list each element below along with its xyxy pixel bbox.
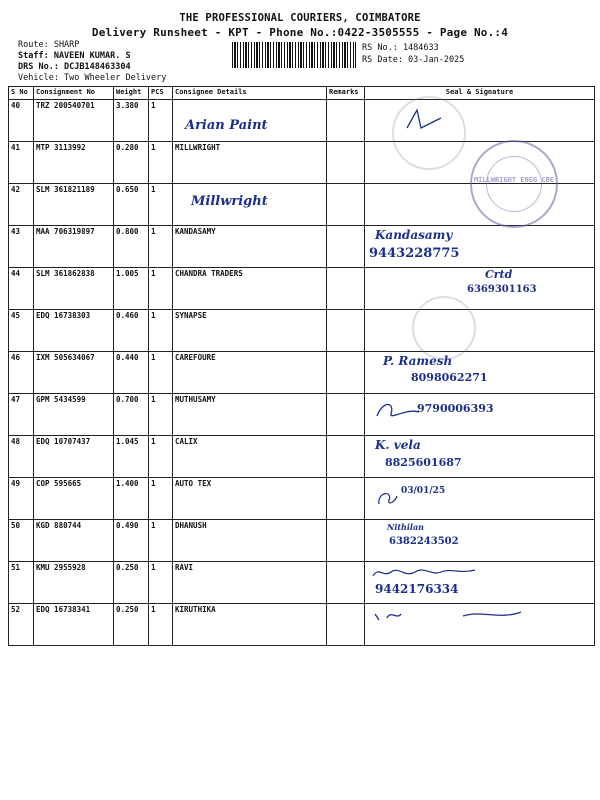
handwritten-name: K. vela xyxy=(375,438,421,452)
weight-cell: 0.440 xyxy=(114,352,149,394)
handwritten-name: Nithilan xyxy=(387,522,424,532)
remarks-cell xyxy=(327,520,365,562)
sno-cell: 41 xyxy=(9,142,34,184)
table-row xyxy=(9,268,595,310)
rs-date-text: RS Date: 03-Jan-2025 xyxy=(362,55,465,65)
table-row xyxy=(9,604,595,646)
sno-cell: 40 xyxy=(9,100,34,142)
weight-cell: 0.250 xyxy=(114,562,149,604)
remarks-cell xyxy=(327,436,365,478)
remarks-cell xyxy=(327,352,365,394)
handwritten-phone: 8825601687 xyxy=(385,456,462,469)
weight-cell: 0.280 xyxy=(114,142,149,184)
handwritten-phone: 6382243502 xyxy=(389,536,459,547)
pcs-cell: 1 xyxy=(149,562,173,604)
weight-cell: 0.800 xyxy=(114,226,149,268)
seal-signature-cell xyxy=(365,520,595,562)
remarks-cell xyxy=(327,184,365,226)
consignee-cell: MUTHUSAMY xyxy=(173,394,327,436)
consignment-cell: EDQ 16738341 xyxy=(34,604,114,646)
handwritten-consignee-name: Millwright xyxy=(191,194,268,209)
sno-cell: 50 xyxy=(9,520,34,562)
column-header-sno: S No xyxy=(9,87,34,100)
remarks-cell xyxy=(327,142,365,184)
pcs-cell: 1 xyxy=(149,436,173,478)
pcs-cell: 1 xyxy=(149,310,173,352)
weight-cell: 3.380 xyxy=(114,100,149,142)
handwritten-name: Kandasamy xyxy=(375,228,453,242)
sno-cell: 52 xyxy=(9,604,34,646)
sno-cell: 44 xyxy=(9,268,34,310)
sno-cell: 49 xyxy=(9,478,34,520)
table-row xyxy=(9,352,595,394)
table-header-row xyxy=(9,87,595,100)
weight-cell: 1.005 xyxy=(114,268,149,310)
seal-signature-cell xyxy=(365,226,595,268)
weight-cell: 1.045 xyxy=(114,436,149,478)
consignee-cell: CHANDRA TRADERS xyxy=(173,268,327,310)
consignment-cell: COP 595665 xyxy=(34,478,114,520)
seal-signature-cell xyxy=(365,394,595,436)
table-row xyxy=(9,310,595,352)
pcs-cell: 1 xyxy=(149,352,173,394)
consignee-cell: AUTO TEX xyxy=(173,478,327,520)
signature-mark xyxy=(371,606,531,624)
pcs-cell: 1 xyxy=(149,394,173,436)
signature-mark xyxy=(369,564,479,580)
remarks-cell xyxy=(327,604,365,646)
handwritten-note: Crtd xyxy=(485,268,513,281)
pcs-cell: 1 xyxy=(149,184,173,226)
table-row xyxy=(9,520,595,562)
sno-cell: 45 xyxy=(9,310,34,352)
table-row xyxy=(9,478,595,520)
handwritten-name: P. Ramesh xyxy=(383,354,453,368)
handwritten-phone: 8098062271 xyxy=(411,371,488,384)
seal-signature-cell xyxy=(365,436,595,478)
barcode-image xyxy=(232,42,356,68)
weight-cell: 0.700 xyxy=(114,394,149,436)
remarks-cell xyxy=(327,394,365,436)
consignment-cell: EDQ 16738303 xyxy=(34,310,114,352)
consignee-cell: RAVI xyxy=(173,562,327,604)
weight-cell: 0.250 xyxy=(114,604,149,646)
consignment-cell: EDQ 10707437 xyxy=(34,436,114,478)
runsheet-subtitle: Delivery Runsheet - KPT - Phone No.:0422-3505555 - Page No.:4 xyxy=(91,26,509,39)
company-seal-stamp: MILLWRIGHT ENGG CBE xyxy=(470,140,558,228)
consignee-cell: KIRUTHIKA xyxy=(173,604,327,646)
handwritten-consignee-name: Arian Paint xyxy=(185,118,268,133)
pcs-cell: 1 xyxy=(149,226,173,268)
sno-cell: 47 xyxy=(9,394,34,436)
column-header-remarks: Remarks xyxy=(327,87,365,100)
consignee-cell: MILLWRIGHT xyxy=(173,142,327,184)
consignment-cell: MAA 706319897 xyxy=(34,226,114,268)
consignment-cell: KGD 880744 xyxy=(34,520,114,562)
seal-signature-cell xyxy=(365,352,595,394)
table-row xyxy=(9,562,595,604)
sno-cell: 46 xyxy=(9,352,34,394)
handwritten-date: 03/01/25 xyxy=(401,486,446,496)
weight-cell: 0.650 xyxy=(114,184,149,226)
remarks-cell xyxy=(327,268,365,310)
rs-number-text: RS No.: 1484633 xyxy=(362,43,439,53)
table-row xyxy=(9,100,595,142)
handwritten-phone: 9790006393 xyxy=(417,402,494,415)
remarks-cell xyxy=(327,310,365,352)
consignee-cell xyxy=(173,184,327,226)
consignment-cell: TRZ 200540701 xyxy=(34,100,114,142)
sno-cell: 51 xyxy=(9,562,34,604)
remarks-cell xyxy=(327,478,365,520)
handwritten-phone: 9443228775 xyxy=(369,246,460,261)
weight-cell: 0.460 xyxy=(114,310,149,352)
signature-mark xyxy=(373,398,423,424)
sno-cell: 42 xyxy=(9,184,34,226)
remarks-cell xyxy=(327,226,365,268)
remarks-cell xyxy=(327,562,365,604)
drs-number-text: DRS No.: DCJB148463304 xyxy=(18,62,131,72)
consignee-cell xyxy=(173,100,327,142)
handwritten-phone: 6369301163 xyxy=(467,284,537,295)
consignee-cell: CAREFOURE xyxy=(173,352,327,394)
consignment-cell: GPM 5434599 xyxy=(34,394,114,436)
table-row xyxy=(9,226,595,268)
weight-cell: 0.490 xyxy=(114,520,149,562)
consignment-cell: MTP 3113992 xyxy=(34,142,114,184)
consignee-cell: DHANUSH xyxy=(173,520,327,562)
consignee-cell: CALIX xyxy=(173,436,327,478)
consignment-cell: SLM 361862838 xyxy=(34,268,114,310)
consignee-cell: SYNAPSE xyxy=(173,310,327,352)
column-header-seal: Seal & Signature xyxy=(365,87,595,100)
signature-mark xyxy=(375,488,399,508)
table-row xyxy=(9,394,595,436)
faded-stamp-middle xyxy=(412,296,476,360)
consignment-cell: IXM 505634067 xyxy=(34,352,114,394)
consignment-cell: KMU 2955928 xyxy=(34,562,114,604)
column-header-pcs: PCS xyxy=(149,87,173,100)
seal-signature-cell xyxy=(365,478,595,520)
weight-cell: 1.400 xyxy=(114,478,149,520)
sno-cell: 43 xyxy=(9,226,34,268)
consignee-cell: KANDASAMY xyxy=(173,226,327,268)
table-row xyxy=(9,436,595,478)
staff-text: Staff: NAVEEN KUMAR. S xyxy=(18,51,131,61)
faded-stamp-top xyxy=(392,96,466,170)
column-header-weight: Weight xyxy=(114,87,149,100)
sno-cell: 48 xyxy=(9,436,34,478)
seal-signature-cell xyxy=(365,562,595,604)
remarks-cell xyxy=(327,100,365,142)
company-title: THE PROFESSIONAL COURIERS, COIMBATORE xyxy=(179,12,421,24)
pcs-cell: 1 xyxy=(149,142,173,184)
consignment-cell: SLM 361821189 xyxy=(34,184,114,226)
pcs-cell: 1 xyxy=(149,268,173,310)
seal-signature-cell xyxy=(365,310,595,352)
seal-signature-cell xyxy=(365,268,595,310)
column-header-consignment: Consignment No xyxy=(34,87,114,100)
seal-signature-cell xyxy=(365,604,595,646)
vehicle-text: Vehicle: Two Wheeler Delivery xyxy=(18,73,167,83)
route-text: Route: SHARP xyxy=(18,40,80,50)
pcs-cell: 1 xyxy=(149,100,173,142)
column-header-consignee: Consignee Details xyxy=(173,87,327,100)
pcs-cell: 1 xyxy=(149,520,173,562)
handwritten-phone: 9442176334 xyxy=(375,582,459,596)
pcs-cell: 1 xyxy=(149,604,173,646)
pcs-cell: 1 xyxy=(149,478,173,520)
